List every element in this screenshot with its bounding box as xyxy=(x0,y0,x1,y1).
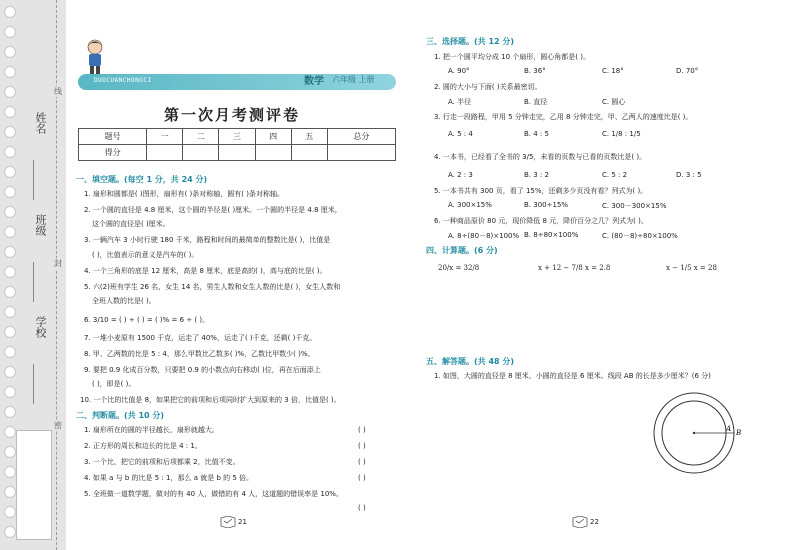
binding-hole xyxy=(4,26,16,38)
binding-hole xyxy=(4,446,16,458)
name-line xyxy=(33,160,34,200)
choice-option[interactable]: C. 5 : 2 xyxy=(602,171,628,179)
choice-option[interactable]: C. 圆心 xyxy=(602,98,626,106)
choice-option[interactable]: A. 8÷(80－8)×100% xyxy=(448,232,520,240)
boy-mascot-icon xyxy=(84,38,106,78)
fill-question: 5. 六(2)班有学生 26 名，女生 14 名，男生人数和女生人数的比是( )，女生人数和 xyxy=(84,283,341,291)
score-input-cell[interactable] xyxy=(219,145,255,161)
fill-question: ( )，比值表示的意义是汽车的( )。 xyxy=(92,251,199,259)
fill-question: 1. 扇形和圆都是( )图形，扇形有( )条对称轴，圆有( )条对称轴。 xyxy=(84,190,284,198)
binding-hole xyxy=(4,386,16,398)
score-input-cell[interactable] xyxy=(183,145,219,161)
binding-hole xyxy=(4,266,16,278)
binding-hole xyxy=(4,286,16,298)
fill-question: 这个圆的直径是( )厘米。 xyxy=(92,220,170,228)
answer-paren[interactable]: ( ) xyxy=(358,474,366,482)
binding-hole xyxy=(4,346,16,358)
brand-text: DUOCUANCHONGCI xyxy=(94,77,152,84)
score-cell: 二 xyxy=(183,129,219,145)
judge-question: 4. 如果 a 与 b 的比是 5 : 1，那么 a 就是 b 的 5 倍。 xyxy=(84,474,254,482)
score-cell: 总分 xyxy=(327,129,395,145)
score-input-cell[interactable] xyxy=(327,145,395,161)
binding-hole xyxy=(4,526,16,538)
page-badge-icon xyxy=(572,516,588,528)
binding-hole xyxy=(4,306,16,318)
subject-label: 数学 xyxy=(304,76,324,87)
choice-option[interactable]: A. 90° xyxy=(448,67,470,75)
left-page xyxy=(70,0,394,550)
judge-question: 2. 正方形的周长和边长的比是 4 : 1。 xyxy=(84,442,202,450)
fill-question: 10. 一个比的比值是 8，如果把它的前项和后项同时扩大到原来的 3 倍，比值是( )。 xyxy=(80,396,341,404)
right-page xyxy=(420,0,750,550)
binding-strip xyxy=(0,0,66,550)
page-number: 22 xyxy=(590,518,599,526)
choice-option[interactable]: A. 300×15% xyxy=(448,201,492,209)
binding-hole xyxy=(4,186,16,198)
binding-hole xyxy=(4,206,16,218)
choice-option[interactable]: B. 8÷80×100% xyxy=(524,231,579,239)
fill-question: 6. 3/10 = ( ) ÷ ( ) = ( )% = 6 ÷ ( )。 xyxy=(84,316,210,324)
binding-hole xyxy=(4,486,16,498)
section-judge-title: 二、判断题。(共 10 分) xyxy=(76,411,165,420)
calc-equation: 20/x = 32/8 xyxy=(438,264,480,272)
answer-paren[interactable]: ( ) xyxy=(358,442,366,450)
answer-paren[interactable]: ( ) xyxy=(358,504,366,512)
binding-hole xyxy=(4,66,16,78)
answer-paren[interactable]: ( ) xyxy=(358,458,366,466)
binding-hole xyxy=(4,166,16,178)
choice-option[interactable]: B. 300÷15% xyxy=(524,201,569,209)
binding-hole xyxy=(4,246,16,258)
choice-question: 6. 一种商品原价 80 元，现价降低 8 元，降价百分之几？列式为( )。 xyxy=(434,217,648,225)
school-label: 学校 xyxy=(34,316,47,338)
binding-hole xyxy=(4,426,16,438)
score-cell: 得分 xyxy=(79,145,147,161)
seal-secret-text: 密 xyxy=(54,421,62,430)
section-fill-title: 一、填空题。(每空 1 分，共 24 分) xyxy=(76,175,208,184)
score-cell: 题号 xyxy=(79,129,147,145)
score-cell: 五 xyxy=(291,129,327,145)
section-solve-title: 五、解答题。(共 48 分) xyxy=(426,357,515,366)
point-a-label: A xyxy=(726,425,732,433)
choice-question: 4. 一本书，已经看了全书的 3/5，未看的页数与已看的页数比是( )。 xyxy=(434,153,647,161)
class-label: 班级 xyxy=(34,214,47,236)
fill-question: 全班人数的比是( )。 xyxy=(92,297,156,305)
choice-question: 2. 圆的大小与下面( )关系最密切。 xyxy=(434,83,542,91)
seal-seal-text: 封 xyxy=(54,259,62,268)
choice-question: 1. 把一个圆平均分成 10 个扇形，圆心角都是( )。 xyxy=(434,53,590,61)
section-choice-title: 三、选择题。(共 12 分) xyxy=(426,37,515,46)
binding-hole xyxy=(4,126,16,138)
choice-option[interactable]: A. 5 : 4 xyxy=(448,130,473,138)
binding-hole xyxy=(4,86,16,98)
binding-hole xyxy=(4,106,16,118)
judge-question: 5. 全班做一道数学题，做对的有 40 人，做错的有 4 人，这道题的错误率是 10%。 xyxy=(84,490,343,498)
fill-question: 7. 一堆小麦原有 1500 千克，运走了 40%，运走了( )千克，还剩( )千克。 xyxy=(84,334,317,342)
choice-option[interactable]: D. 3 : 5 xyxy=(676,171,702,179)
score-input-cell[interactable] xyxy=(255,145,291,161)
score-table-score-row xyxy=(79,145,396,161)
choice-option[interactable]: A. 半径 xyxy=(448,98,472,106)
binding-hole xyxy=(4,366,16,378)
binding-hole xyxy=(4,466,16,478)
choice-option[interactable]: B. 直径 xyxy=(524,98,548,106)
concentric-circles-figure xyxy=(652,388,742,478)
fill-question: 4. 一个三角形的底是 12 厘米，高是 8 厘米，底是高的( )，高与底的比是( )。 xyxy=(84,267,327,275)
score-cell: 三 xyxy=(219,129,255,145)
choice-option[interactable]: C. 300－300×15% xyxy=(602,202,667,210)
answer-paren[interactable]: ( ) xyxy=(358,426,366,434)
choice-question: 3. 行走一段路程，甲用 5 分钟走完，乙用 8 分钟走完，甲、乙两人的速度比是( )。 xyxy=(434,113,693,121)
choice-option[interactable]: C. 1/8 : 1/5 xyxy=(602,130,641,138)
cut-line xyxy=(56,0,57,550)
fill-question: 8. 甲、乙两数的比是 5 : 4，那么甲数比乙数多( )%，乙数比甲数少( )%。 xyxy=(84,350,315,358)
binding-hole xyxy=(4,226,16,238)
judge-question: 3. 一个比，把它的前项和后项都乘 2，比值不变。 xyxy=(84,458,240,466)
fill-question: 2. 一个圆的直径是 4.8 厘米，这个圆的半径是( )厘米。一个圆的半径是 4.8 厘米， xyxy=(84,206,342,214)
binding-hole xyxy=(4,6,16,18)
choice-question: 5. 一本书共有 300 页，看了 15%，还剩多少页没有看？列式为( )。 xyxy=(434,187,648,195)
choice-option[interactable]: A. 2 : 3 xyxy=(448,171,473,179)
page-number: 21 xyxy=(238,518,247,526)
page-badge-icon xyxy=(220,516,236,528)
grade-label: 六年级 上册 xyxy=(332,75,375,84)
choice-option[interactable]: C. (80－8)÷80×100% xyxy=(602,232,678,240)
name-label: 姓名 xyxy=(34,112,47,134)
fill-question: 3. 一辆汽车 3 小时行驶 180 千米，路程和时间的最简单的整数比是( )，比值是 xyxy=(84,236,331,244)
fill-question: 9. 要把 0.9 化成百分数，只要把 0.9 的小数点向右移动( )位，再在后面添上 xyxy=(84,366,321,374)
section-calc-title: 四、计算题。(6 分) xyxy=(426,246,498,255)
score-cell: 一 xyxy=(147,129,183,145)
binding-note-box xyxy=(16,430,52,540)
page-title: 第一次月考测评卷 xyxy=(163,106,300,124)
choice-option[interactable]: B. 3 : 2 xyxy=(524,171,549,179)
choice-option[interactable]: B. 36° xyxy=(524,67,546,75)
binding-hole xyxy=(4,326,16,338)
binding-hole xyxy=(4,506,16,518)
binding-hole xyxy=(4,146,16,158)
point-b-label: B xyxy=(736,429,742,437)
calc-equation: x + 12 − 7/8 x = 2.8 xyxy=(538,264,611,272)
score-table xyxy=(78,128,396,161)
calc-equation: x − 1/5 x = 28 xyxy=(666,264,717,272)
score-input-cell[interactable] xyxy=(147,145,183,161)
choice-option[interactable]: C. 18° xyxy=(602,67,624,75)
choice-option[interactable]: D. 70° xyxy=(676,67,699,75)
judge-question: 1. 扇形所在的圆的半径越长，扇形就越大。 xyxy=(84,426,219,434)
solve-question: 1. 如图，大圆的直径是 8 厘米，小圆的直径是 6 厘米。线段 AB 的长是多少厘米？(6 分) xyxy=(434,372,711,380)
binding-hole xyxy=(4,46,16,58)
choice-option[interactable]: B. 4 : 5 xyxy=(524,130,549,138)
seal-line-text: 线 xyxy=(54,87,62,96)
fill-question: ( )，即是( )。 xyxy=(92,380,136,388)
score-table-header-row xyxy=(79,129,396,145)
score-input-cell[interactable] xyxy=(291,145,327,161)
class-line xyxy=(33,262,34,302)
score-cell: 四 xyxy=(255,129,291,145)
school-line xyxy=(33,364,34,404)
binding-hole xyxy=(4,406,16,418)
